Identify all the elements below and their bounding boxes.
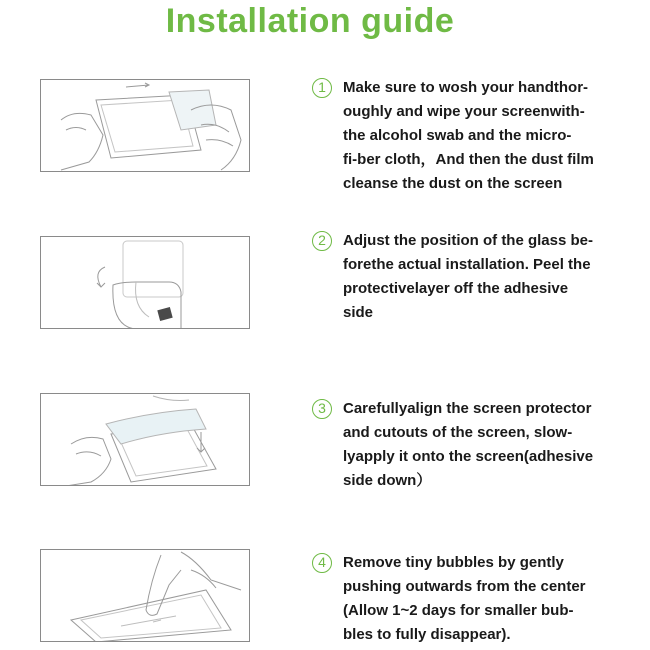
step-description: Remove tiny bubbles by gently pushing outwards from the center (Allow 1~2 days for smaller bub- bles to fully disappear). (343, 554, 586, 643)
step-description: Adjust the position of the glass be- forethe actual installation. Peel the protectivelayer off the adhesive side (343, 232, 594, 321)
step-2-illustration (40, 236, 250, 329)
step-3-illustration (40, 393, 250, 486)
step-number-badge: 3 (312, 399, 332, 419)
step-description: Carefullyalign the screen protector and cutouts of the screen, slow- lyapply it onto the screen(adhesive side down） (343, 400, 594, 489)
page-title: Installation guide (165, 2, 455, 40)
step-1-illustration (40, 79, 250, 172)
step-4-illustration (40, 549, 250, 642)
step-number-badge: 1 (312, 78, 332, 98)
step-description: Make sure to wosh your handthor- oughly and wipe your screenwith- the alcohol swab and the micro- fi-ber cloth，And then the dust film cleanse the dust on the screen (343, 79, 594, 192)
step-number-badge: 2 (312, 231, 332, 251)
step-number-badge: 4 (312, 553, 332, 573)
